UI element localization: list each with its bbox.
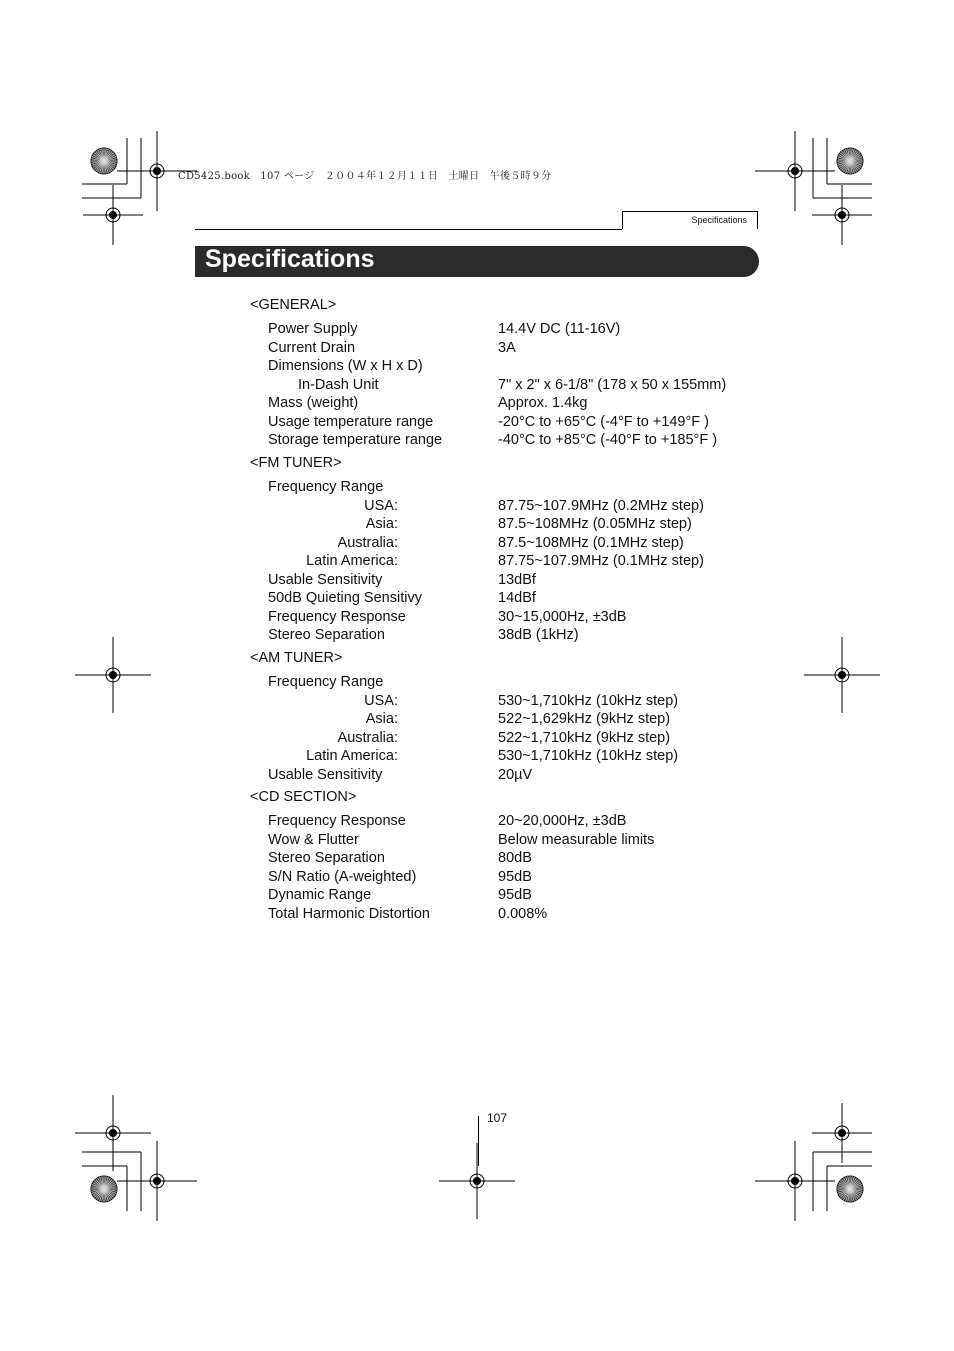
spec-value: 522~1,629kHz (9kHz step): [498, 711, 671, 727]
page-title: Specifications: [205, 245, 375, 273]
registration-mark: [75, 637, 151, 713]
spec-value: -20°C to +65°C (-4°F to +149°F ): [498, 413, 709, 430]
spec-value: Below measurable limits: [498, 831, 655, 848]
color-target-mark: [837, 148, 863, 174]
registration-mark: [812, 1103, 872, 1163]
color-target-mark: [91, 148, 117, 174]
header-rule: [195, 229, 622, 230]
spec-label: Latin America:: [306, 553, 398, 569]
spec-label: Frequency Response: [268, 608, 406, 625]
spec-value: 7" x 2" x 6-1/8" (178 x 50 x 155mm): [498, 376, 727, 393]
spec-value: 87.75~107.9MHz (0.1MHz step): [498, 553, 704, 569]
spec-value: 20~20,000Hz, ±3dB: [498, 813, 627, 829]
spec-value: 20µV: [498, 766, 533, 783]
spec-label: Usable Sensitivity: [268, 571, 383, 588]
spec-value: 95dB: [498, 868, 532, 885]
spec-label: Storage temperature range: [268, 432, 443, 448]
spec-label: Usage temperature range: [268, 413, 434, 430]
spec-value: 3A: [498, 339, 516, 356]
spec-value: 87.75~107.9MHz (0.2MHz step): [498, 497, 704, 514]
spec-label: In-Dash Unit: [298, 376, 379, 393]
spec-value: 14.4V DC (11-16V): [498, 321, 621, 337]
spec-value: 14dBf: [498, 590, 536, 606]
section-heading: <AM TUNER>: [250, 650, 343, 666]
registration-mark: [439, 1143, 515, 1219]
spec-value: 38dB (1kHz): [498, 627, 579, 643]
spec-label: Total Harmonic Distortion: [268, 905, 430, 922]
spec-label: Australia:: [337, 534, 398, 551]
spec-label: USA:: [364, 497, 398, 514]
registration-mark: [117, 1141, 197, 1221]
spec-value: 530~1,710kHz (10kHz step): [498, 692, 679, 709]
spec-label: Current Drain: [268, 339, 356, 356]
spec-value: 0.008%: [498, 905, 548, 922]
spec-label: Australia:: [337, 729, 398, 746]
section-tab: Specifications: [622, 211, 758, 229]
spec-label: Frequency Response: [268, 813, 406, 829]
spec-value: 530~1,710kHz (10kHz step): [498, 748, 679, 764]
spec-value: 87.5~108MHz (0.1MHz step): [498, 534, 684, 551]
spec-label: Usable Sensitivity: [268, 766, 383, 783]
spec-value: 30~15,000Hz, ±3dB: [498, 608, 627, 625]
spec-value: 13dBf: [498, 571, 536, 588]
registration-mark: [812, 185, 872, 245]
spec-label: USA:: [364, 692, 398, 709]
spec-label: Latin America:: [306, 748, 398, 764]
registration-mark: [804, 637, 880, 713]
spec-label: Frequency Range: [268, 674, 384, 690]
spec-label: Mass (weight): [268, 395, 359, 411]
spec-label: Stereo Separation: [268, 850, 385, 866]
registration-mark: [755, 131, 835, 211]
spec-label: Wow & Flutter: [268, 831, 359, 848]
spec-label: Power Supply: [268, 321, 358, 337]
spec-label: Stereo Separation: [268, 627, 385, 643]
spec-label: Asia:: [365, 711, 398, 727]
section-heading: <GENERAL>: [250, 297, 337, 313]
page-number: 107: [487, 1111, 508, 1125]
spec-value: 95dB: [498, 887, 532, 903]
spec-label: Dimensions (W x H x D): [268, 358, 423, 374]
registration-mark: [755, 1141, 835, 1221]
registration-mark: [75, 1095, 151, 1171]
section-heading: <FM TUNER>: [250, 455, 342, 471]
spec-value: 522~1,710kHz (9kHz step): [498, 729, 671, 746]
spec-label: Dynamic Range: [268, 887, 372, 903]
registration-mark: [83, 185, 143, 245]
spec-value: Approx. 1.4kg: [498, 395, 588, 411]
spec-value: 87.5~108MHz (0.05MHz step): [498, 516, 692, 532]
spec-label: S/N Ratio (A-weighted): [268, 868, 417, 885]
color-target-mark: [837, 1176, 863, 1202]
spec-label: Asia:: [365, 516, 398, 532]
spec-label: 50dB Quieting Sensitivy: [268, 590, 422, 606]
spec-label: Frequency Range: [268, 479, 384, 495]
spec-value: -40°C to +85°C (-40°F to +185°F ): [498, 432, 718, 448]
page-number-rule: [478, 1116, 479, 1166]
section-heading: <CD SECTION>: [250, 789, 357, 805]
spec-value: 80dB: [498, 850, 532, 866]
color-target-mark: [91, 1176, 117, 1202]
print-header: CD5425.book 107 ページ ２００４年１２月１１日 土曜日 午後５時９分: [178, 171, 552, 182]
